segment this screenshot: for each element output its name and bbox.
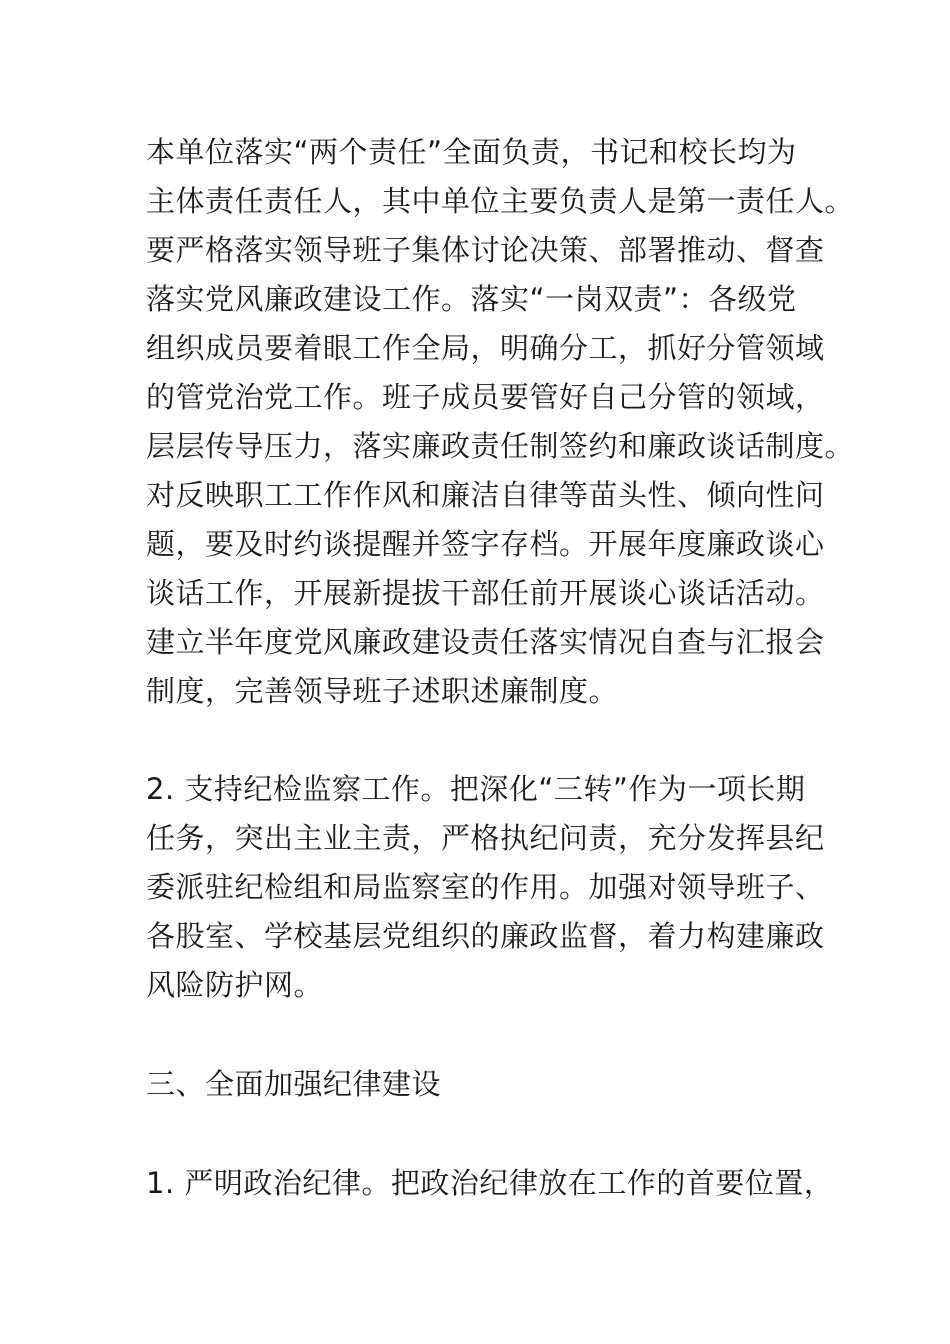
text-line: 的管党治党工作。班子成员要管好自己分管的领域， [146,380,825,414]
text-line: 委派驻纪检组和局监察室的作用。加强对领导班子、 [146,870,825,904]
text-line: 1. 严明政治纪律。把政治纪律放在工作的首要位置， [146,1166,834,1200]
text-line: 题，要及时约谈提醒并签字存档。开展年度廉政谈心 [146,527,825,561]
text-line: 主体责任责任人，其中单位主要负责人是第一责任人。 [146,184,855,218]
text-line: 各股室、学校基层党组织的廉政监督，着力构建廉政 [146,919,825,953]
text-line: 要严格落实领导班子集体讨论决策、部署推动、督查 [146,233,825,267]
text-line: 任务，突出主业主责，严格执纪问责，充分发挥县纪 [146,821,825,855]
text-line: 2. 支持纪检监察工作。把深化“三转”作为一项长期 [146,772,806,806]
text-line: 落实党风廉政建设工作。落实“一岗双责”：各级党 [146,282,797,316]
section-heading: 三、全面加强纪律建设 [146,1067,442,1101]
text-line: 风险防护网。 [146,968,324,1002]
text-line: 本单位落实“两个责任”全面负责，书记和校长均为 [146,135,797,169]
text-line: 制度，完善领导班子述职述廉制度。 [146,674,619,708]
text-line: 建立半年度党风廉政建设责任落实情况自查与汇报会 [146,625,825,659]
text-line: 对反映职工工作作风和廉洁自律等苗头性、倾向性问 [146,478,825,512]
text-line: 组织成员要着眼工作全局，明确分工，抓好分管领域 [146,331,825,365]
text-line: 谈话工作，开展新提拔干部任前开展谈心谈话活动。 [146,576,825,610]
text-line: 层层传导压力，落实廉政责任制签约和廉政谈话制度。 [146,429,855,463]
